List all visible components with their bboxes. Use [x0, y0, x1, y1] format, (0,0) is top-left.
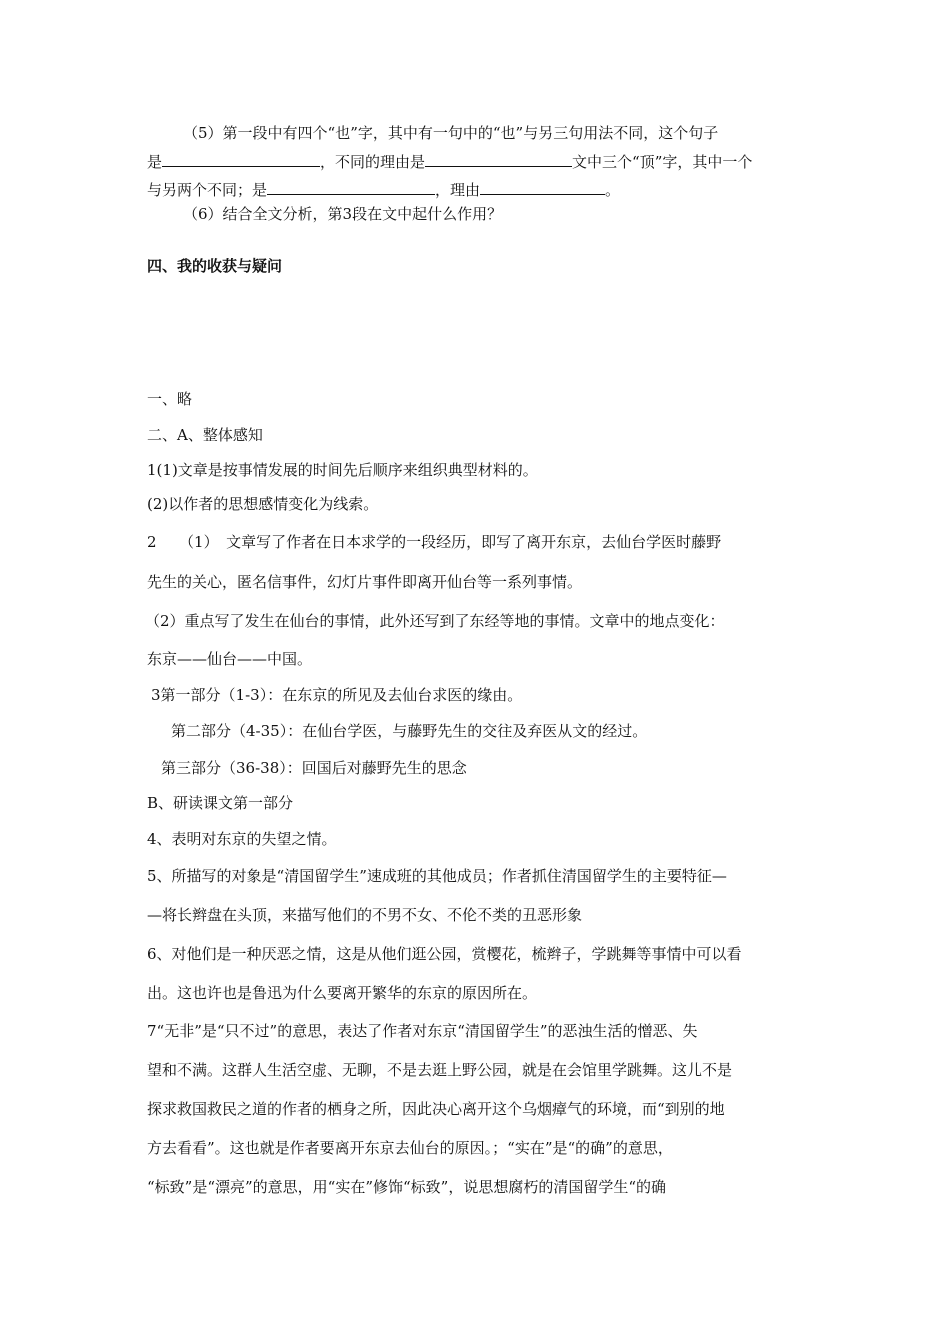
answer-blank-reason[interactable]: [425, 152, 572, 167]
answer-blank-which[interactable]: [267, 180, 435, 195]
answer-line: 4、表明对东京的失望之情。: [147, 830, 337, 848]
answer-line: “标致”是“漂亮”的意思，用“实在”修饰“标致”，说思想腐朽的清国留学生“的确: [147, 1178, 667, 1196]
answer-line: 一、略: [147, 390, 193, 408]
answer-line: (2)以作者的思想感情变化为线索。: [147, 495, 379, 513]
q5-text-d: 与另两个不同；是: [147, 181, 268, 199]
question-5-line-1: （5）第一段中有四个“也”字，其中有一句中的“也”与另三句用法不同，这个句子: [183, 124, 719, 142]
q5-text-e: ，理由: [435, 181, 481, 199]
answer-line: （2）重点写了发生在仙台的事情，此外还写到了东经等地的事情。文章中的地点变化：: [145, 612, 725, 630]
answer-blank-why[interactable]: [480, 180, 605, 195]
answer-line: 探求救国救民之道的作者的栖身之所，因此决心离开这个乌烟瘴气的环境，而“到别的地: [147, 1100, 725, 1118]
answer-line: 第三部分（36-38）：回国后对藤野先生的思念: [161, 759, 467, 777]
answer-line: 望和不满。这群人生活空虚、无聊，不是去逛上野公园，就是在会馆里学跳舞。这儿不是: [147, 1061, 733, 1079]
q5-text-b: ，不同的理由是: [320, 153, 426, 171]
q5-text-f: 。: [605, 181, 621, 199]
answer-line: 7“无非”是“只不过”的意思，表达了作者对东京“清国留学生”的恶浊生活的憎恶、失: [147, 1022, 698, 1040]
answer-line: 第二部分（4-35）：在仙台学医，与藤野先生的交往及弃医从文的经过。: [171, 722, 648, 740]
question-5-line-2: [147, 152, 752, 172]
answer-line: 方去看看”。这也就是作者要离开东京去仙台的原因。；“实在”是“的确”的意思，: [147, 1139, 673, 1157]
section-heading-4: 四、我的收获与疑问: [147, 257, 283, 275]
answer-line: 6、对他们是一种厌恶之情，这是从他们逛公园，赏樱花，梳辫子，学跳舞等事情中可以看: [147, 945, 742, 963]
question-6: （6）结合全文分析，第3段在文中起什么作用？: [183, 205, 503, 223]
answer-line: 5、所描写的对象是“清国留学生”速成班的其他成员；作者抓住清国留学生的主要特征—: [147, 867, 727, 885]
question-5-line-3: [147, 180, 620, 200]
answer-line: 东京——仙台——中国。: [147, 650, 313, 668]
answer-line: —将长辫盘在头顶，来描写他们的不男不女、不伦不类的丑恶形象: [147, 906, 583, 924]
answer-line: 出。这也许也是鲁迅为什么要离开繁华的东京的原因所在。: [147, 984, 538, 1002]
q5-text-a: 是: [147, 153, 163, 171]
answer-line: B、研读课文第一部分: [147, 794, 294, 812]
answer-blank-sentence[interactable]: [162, 152, 320, 167]
answer-line: 先生的关心，匿名信事件，幻灯片事件即离开仙台等一系列事情。: [147, 573, 583, 591]
answer-line: 3第一部分（1-3）：在东京的所见及去仙台求医的缘由。: [151, 686, 523, 704]
answer-line: 2 （1） 文章写了作者在日本求学的一段经历，即写了离开东京，去仙台学医时藤野: [147, 533, 722, 551]
answer-line: 二、A、整体感知: [147, 426, 263, 444]
q5-text-c: 文中三个“顶”字，其中一个: [572, 153, 753, 171]
answer-line: 1(1)文章是按事情发展的时间先后顺序来组织典型材料的。: [147, 461, 538, 479]
